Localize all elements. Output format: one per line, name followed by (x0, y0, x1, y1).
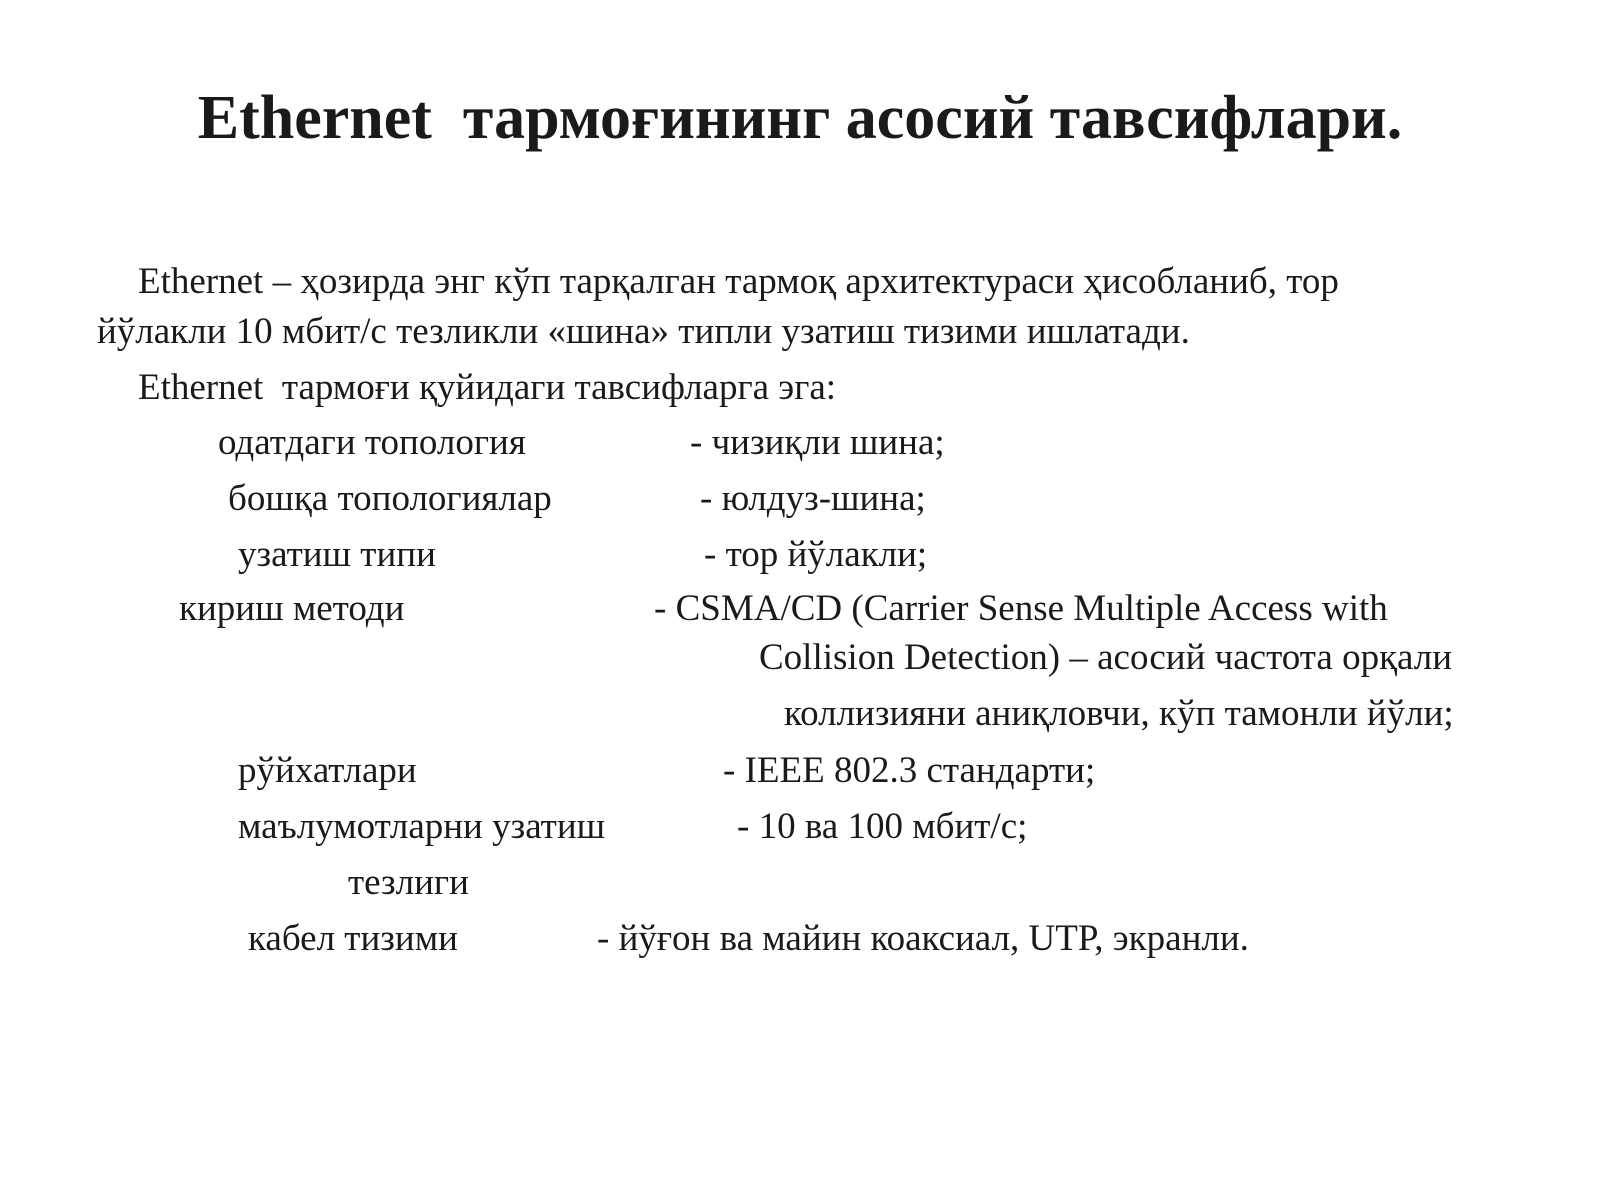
property-label-transmission-type: узатиш типи (238, 534, 436, 575)
property-value-other-topologies: - юлдуз-шина; (700, 478, 926, 519)
property-value-access-method-cont-2: коллизияни аниқловчи, кўп тамонли йўли; (784, 693, 1454, 734)
intro-line-2: йўлакли 10 мбит/с тезликли «шина» типли узатиш тизими ишлатади. (97, 311, 1190, 352)
property-label-cable-system: кабел тизими (248, 918, 458, 959)
property-value-specifications: - IEEE 802.3 стандарти; (723, 750, 1096, 791)
property-value-data-rate: - 10 ва 100 мбит/с; (737, 806, 1028, 847)
property-value-topology: - чизиқли шина; (690, 422, 945, 463)
slide-title: Ethernet тармоғининг асосий тавсифлари. (197, 84, 1403, 152)
property-label-access-method: кириш методи (179, 588, 405, 629)
intro-line-1: Ethernet – ҳозирда энг кўп тарқалган тармоқ архитектураси ҳисобланиб, тор (138, 261, 1339, 302)
property-value-access-method: - CSMA/CD (Carrier Sense Multiple Access with (654, 588, 1388, 629)
intro-line-3: Ethernet тармоғи қуйидаги тавсифларга эга: (138, 367, 837, 408)
property-value-transmission-type: - тор йўлакли; (704, 534, 928, 575)
property-label-other-topologies: бошқа топологиялар (228, 478, 552, 519)
property-label-data-rate: маълумотларни узатиш (238, 806, 606, 847)
property-label-data-rate-cont: тезлиги (348, 862, 469, 903)
property-label-specifications: рўйхатлари (238, 750, 417, 791)
property-value-cable-system: - йўғон ва майин коаксиал, UTP, экранли. (597, 918, 1249, 959)
property-value-access-method-cont-1: Collision Detection) – асосий частота орқали (759, 637, 1453, 678)
property-label-topology: одатдаги топология (218, 422, 526, 463)
